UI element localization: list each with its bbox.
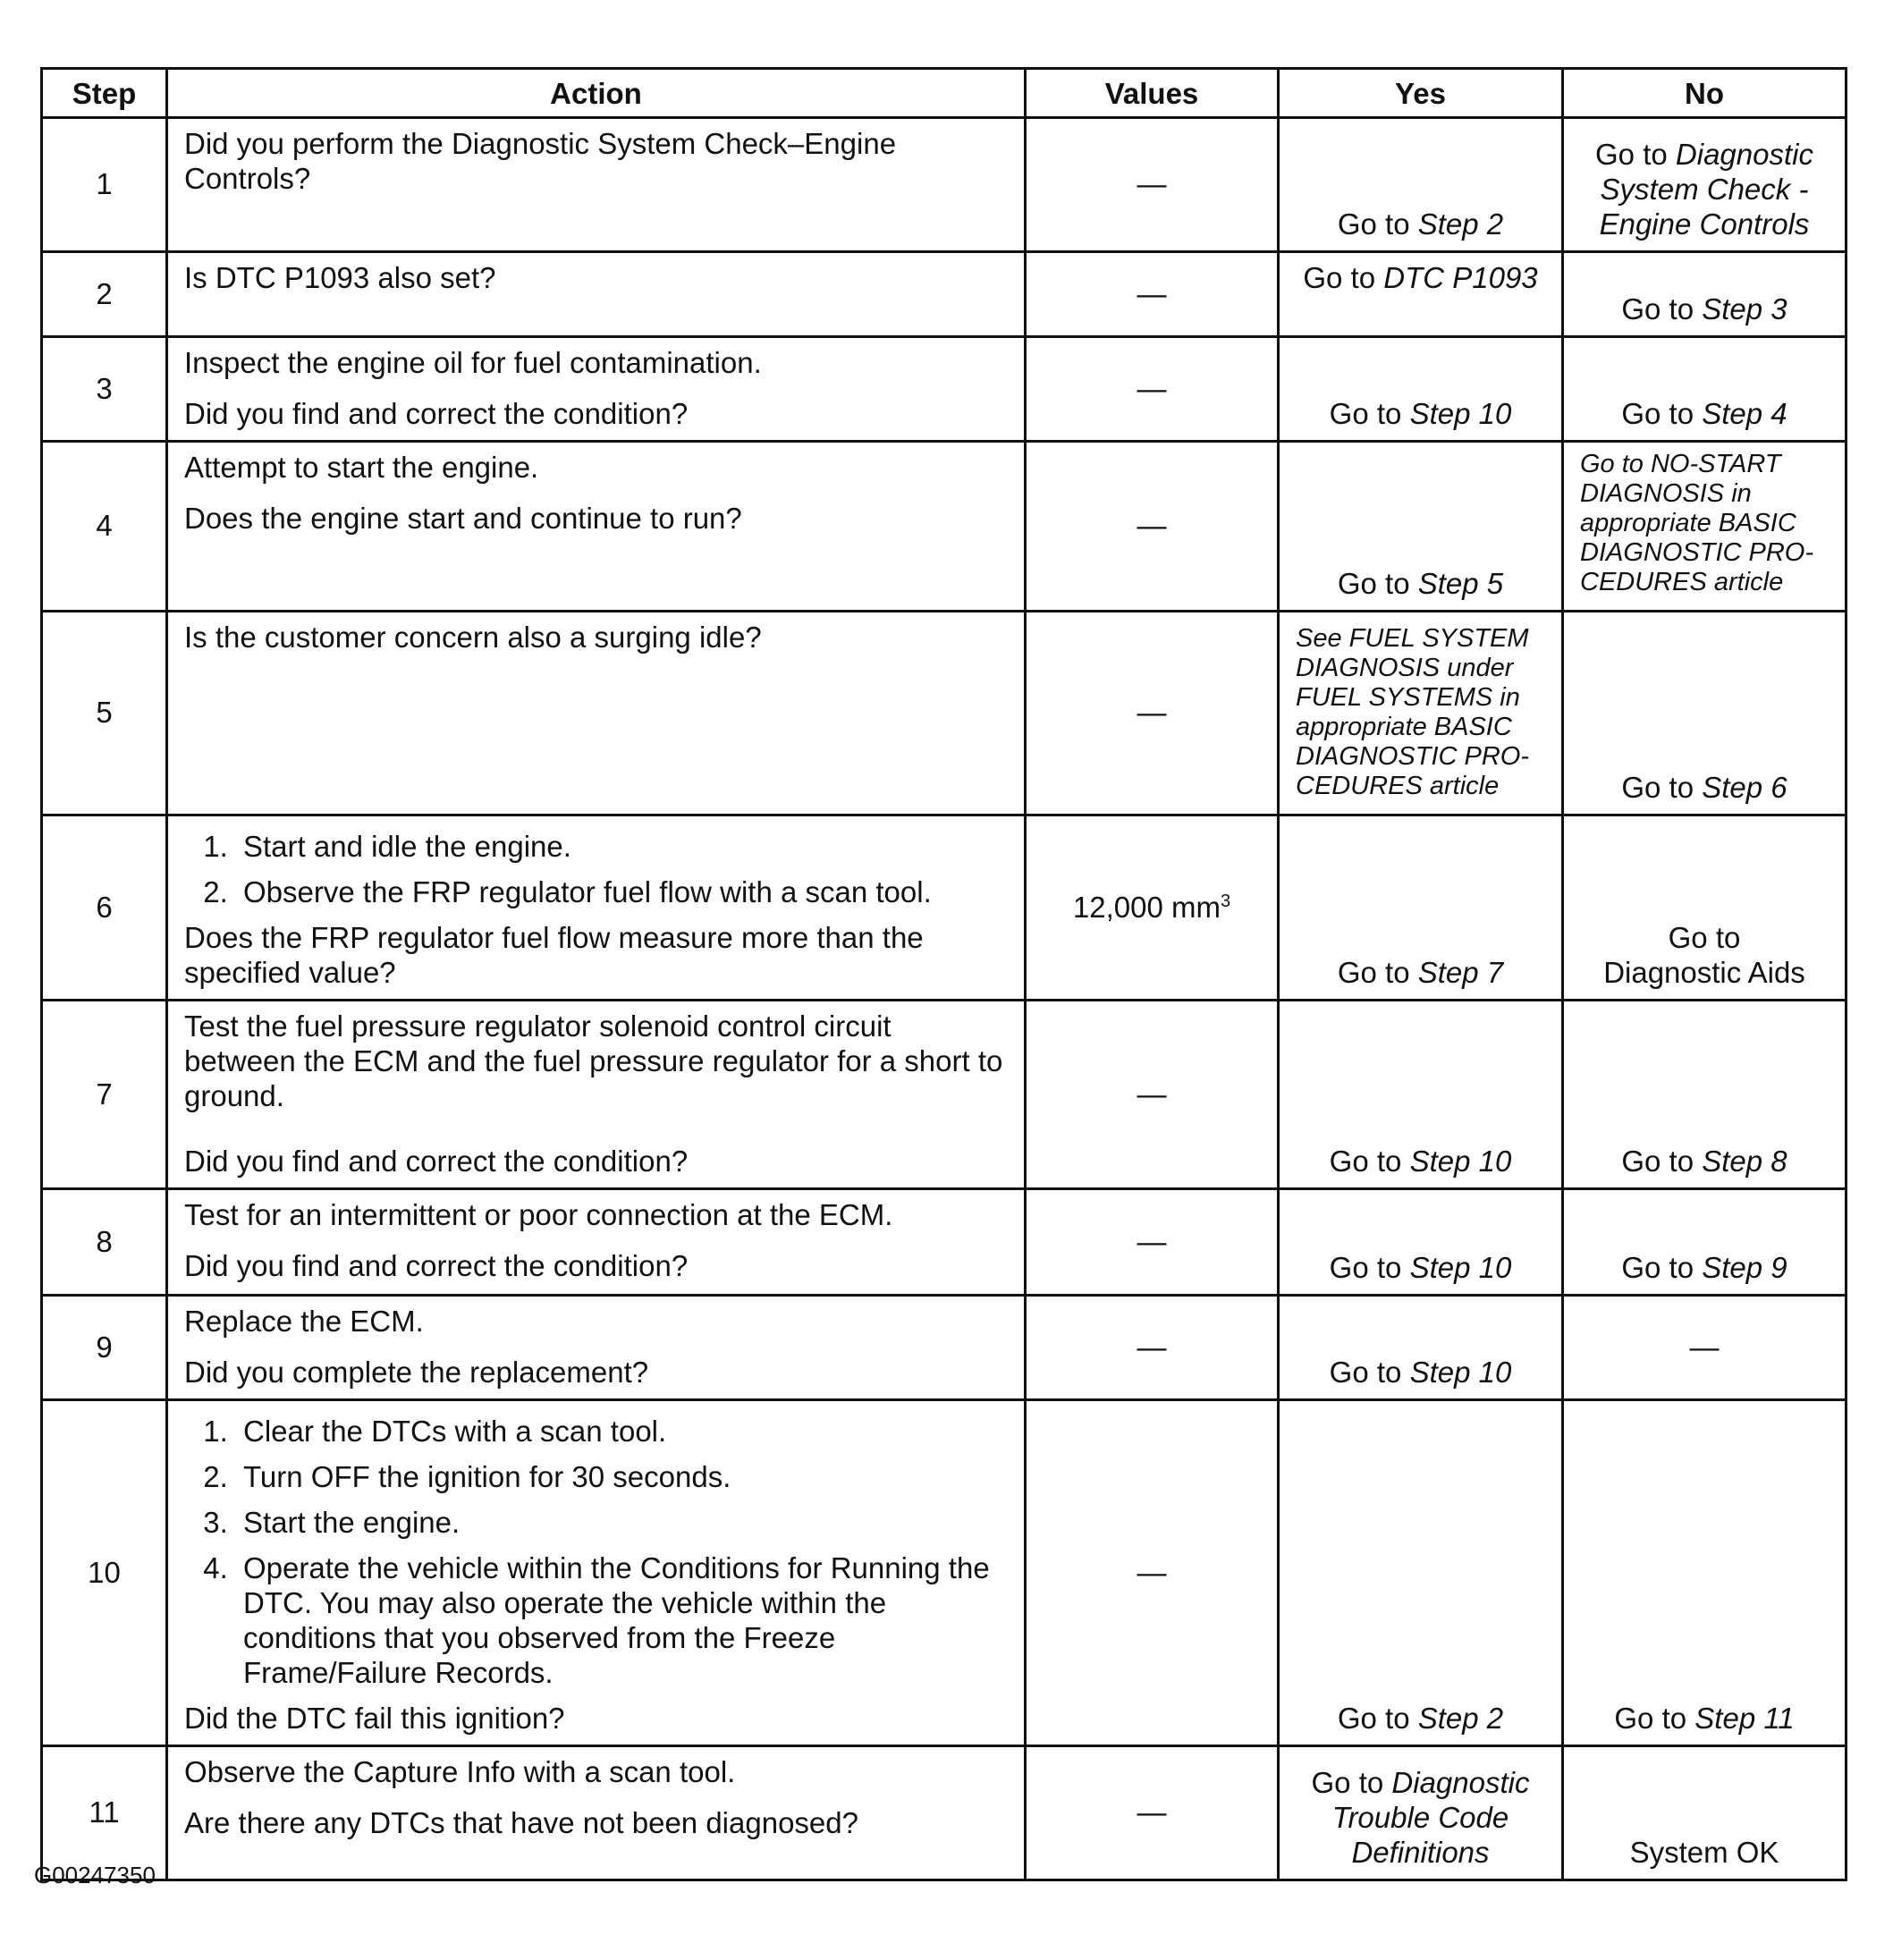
no-cell: —: [1563, 1296, 1847, 1400]
header-no: No: [1563, 69, 1847, 118]
list-item: 2. Observe the FRP regulator fuel flow with a scan tool.: [236, 874, 1008, 909]
action-cell: [167, 1001, 1026, 1189]
no-cell: [1563, 118, 1847, 252]
step-number: 11: [42, 1746, 167, 1880]
yes-link[interactable]: Step 7: [1417, 956, 1504, 989]
yes-prefix: Go to: [1329, 1356, 1410, 1389]
yes-prefix: Go to: [1303, 261, 1384, 294]
table-row: [42, 1746, 1847, 1880]
table-row: [42, 442, 1847, 612]
yes-link[interactable]: Step 10: [1409, 397, 1512, 430]
yes-link[interactable]: Step 2: [1417, 207, 1504, 241]
no-link[interactable]: Step 4: [1702, 397, 1787, 430]
list-item: 1. Start and idle the engine.: [236, 829, 1008, 864]
no-link[interactable]: Diagnostic System Check - Engine Controls: [1599, 138, 1813, 241]
table-row: [42, 1189, 1847, 1296]
table-header-row: [42, 69, 1847, 118]
action-cell: [167, 612, 1026, 815]
action-cell: [167, 252, 1026, 337]
no-link[interactable]: Step 8: [1702, 1145, 1787, 1178]
no-cell: [1563, 815, 1847, 1001]
step-number: 8: [42, 1189, 167, 1296]
header-yes: Yes: [1279, 69, 1563, 118]
yes-cell: [1279, 1400, 1563, 1746]
no-cell: [1563, 1189, 1847, 1296]
action-cell: [167, 1189, 1026, 1296]
action-cell: [167, 815, 1026, 1001]
action-question: Did you complete the replacement?: [184, 1356, 649, 1389]
yes-cell: [1279, 1189, 1563, 1296]
step-number: 7: [42, 1001, 167, 1189]
step-number: 5: [42, 612, 167, 815]
action-cell: [167, 1400, 1026, 1746]
value-text: 12,000 mm: [1072, 890, 1221, 924]
action-text: Test the fuel pressure regulator solenoid control circuit between the ECM and the fuel pressure regulator for a short to ground.: [184, 1010, 1003, 1112]
step-number: 10: [42, 1400, 167, 1746]
yes-link[interactable]: DTC P1093: [1383, 261, 1538, 294]
no-prefix: Go to: [1621, 771, 1703, 804]
list-item: 3. Start the engine.: [236, 1505, 1008, 1540]
action-text: Test for an intermittent or poor connection at the ECM.: [184, 1198, 893, 1231]
action-cell: [167, 337, 1026, 442]
value-cell: —: [1026, 1400, 1279, 1746]
yes-link[interactable]: Step 5: [1417, 567, 1504, 600]
no-prefix: Go to: [1595, 138, 1676, 171]
step-number: 3: [42, 337, 167, 442]
yes-prefix: Go to: [1329, 397, 1410, 430]
no-note[interactable]: Go to NO-START DIAGNOSIS in appropriate BASIC DIAGNOSTIC PRO-CEDURES article: [1580, 450, 1814, 596]
yes-cell: [1279, 1296, 1563, 1400]
table-row: [42, 815, 1847, 1001]
step-number: 1: [42, 118, 167, 252]
yes-link[interactable]: Diagnostic Trouble Code Definitions: [1331, 1766, 1530, 1869]
action-text: Observe the Capture Info with a scan tool.: [184, 1755, 736, 1788]
table-row: [42, 337, 1847, 442]
yes-link[interactable]: Step 10: [1409, 1356, 1512, 1389]
yes-cell: [1279, 1001, 1563, 1189]
action-text: Attempt to start the engine.: [184, 451, 539, 484]
yes-prefix: Go to: [1337, 567, 1418, 600]
figure-code: G00247350: [34, 1862, 156, 1888]
step-number: 9: [42, 1296, 167, 1400]
yes-cell: [1279, 337, 1563, 442]
value-cell: —: [1026, 252, 1279, 337]
list-item: 2. Turn OFF the ignition for 30 seconds.: [236, 1459, 1008, 1494]
no-link[interactable]: Step 9: [1702, 1251, 1787, 1284]
action-question: Does the FRP regulator fuel flow measure more than the specified value?: [184, 921, 924, 989]
header-step: Step: [42, 69, 167, 118]
yes-prefix: Go to: [1337, 207, 1418, 241]
no-prefix: Go to: [1614, 1702, 1695, 1735]
table-row: [42, 1001, 1847, 1189]
no-prefix: Go to: [1621, 292, 1703, 325]
value-cell: —: [1026, 612, 1279, 815]
no-cell: [1563, 442, 1847, 612]
step-number: 4: [42, 442, 167, 612]
action-list: [184, 1414, 1008, 1690]
action-cell: [167, 442, 1026, 612]
no-link[interactable]: Step 6: [1702, 771, 1787, 804]
list-item: 1. Clear the DTCs with a scan tool.: [236, 1414, 1008, 1449]
yes-prefix: Go to: [1311, 1766, 1392, 1799]
yes-cell: [1279, 815, 1563, 1001]
yes-cell: [1279, 612, 1563, 815]
no-cell: System OK: [1563, 1746, 1847, 1880]
header-values: Values: [1026, 69, 1279, 118]
action-question: Did you find and correct the condition?: [184, 397, 689, 430]
value-cell: —: [1026, 1189, 1279, 1296]
action-text: Inspect the engine oil for fuel contamination.: [184, 346, 762, 379]
value-cell: —: [1026, 118, 1279, 252]
value-cell: —: [1026, 442, 1279, 612]
no-cell: [1563, 1400, 1847, 1746]
action-question: Did the DTC fail this ignition?: [184, 1702, 565, 1735]
action-cell: [167, 1746, 1026, 1880]
yes-prefix: Go to: [1329, 1145, 1410, 1178]
value-unit-exponent: 3: [1220, 891, 1231, 911]
yes-cell: [1279, 442, 1563, 612]
value-cell: —: [1026, 1001, 1279, 1189]
table-row: [42, 252, 1847, 337]
table-row: [42, 1296, 1847, 1400]
no-link[interactable]: Go to Diagnostic Aids: [1603, 921, 1805, 989]
value-cell: —: [1026, 1746, 1279, 1880]
action-text: Did you perform the Diagnostic System Check–Engine Controls?: [184, 127, 897, 195]
table-row: [42, 1400, 1847, 1746]
no-prefix: Go to: [1621, 397, 1703, 430]
action-cell: [167, 1296, 1026, 1400]
yes-cell: [1279, 118, 1563, 252]
no-cell: [1563, 252, 1847, 337]
yes-note[interactable]: See FUEL SYSTEM DIAGNOSIS under FUEL SYSTEMS in appropriate BASIC DIAGNOSTIC PRO-CEDURES article: [1296, 623, 1530, 800]
yes-link[interactable]: Step 10: [1409, 1251, 1512, 1284]
list-item: 4. Operate the vehicle within the Conditions for Running the DTC. You may also operate the vehicle within the conditions that you observed from the Freeze Frame/Failure Records.: [236, 1550, 1008, 1690]
action-question: Did you find and correct the condition?: [184, 1145, 689, 1178]
step-number: 2: [42, 252, 167, 337]
action-question: Does the engine start and continue to run?: [184, 502, 742, 535]
value-cell: —: [1026, 337, 1279, 442]
no-cell: [1563, 1001, 1847, 1189]
header-action: Action: [167, 69, 1026, 118]
table-row: [42, 612, 1847, 815]
no-link[interactable]: Step 3: [1702, 292, 1787, 325]
action-text: Is the customer concern also a surging idle?: [184, 621, 762, 654]
yes-cell: [1279, 1746, 1563, 1880]
value-cell: —: [1026, 1296, 1279, 1400]
no-prefix: Go to: [1621, 1251, 1703, 1284]
yes-link[interactable]: Step 10: [1409, 1145, 1512, 1178]
yes-link[interactable]: Step 2: [1417, 1702, 1504, 1735]
yes-prefix: Go to: [1337, 956, 1418, 989]
no-link[interactable]: Step 11: [1694, 1702, 1795, 1735]
action-question: Are there any DTCs that have not been diagnosed?: [184, 1806, 858, 1839]
step-number: 6: [42, 815, 167, 1001]
no-cell: [1563, 337, 1847, 442]
no-prefix: Go to: [1621, 1145, 1703, 1178]
no-cell: [1563, 612, 1847, 815]
action-list: [184, 829, 1008, 909]
yes-prefix: Go to: [1337, 1702, 1418, 1735]
action-text: Replace the ECM.: [184, 1305, 424, 1338]
yes-prefix: Go to: [1329, 1251, 1410, 1284]
value-cell: [1026, 815, 1279, 1001]
action-text: Is DTC P1093 also set?: [184, 261, 496, 294]
diagnostic-page: [40, 67, 1845, 1881]
action-cell: [167, 118, 1026, 252]
action-question: Did you find and correct the condition?: [184, 1249, 689, 1282]
diagnostic-table: [40, 67, 1847, 1881]
table-row: [42, 118, 1847, 252]
yes-cell: [1279, 252, 1563, 337]
